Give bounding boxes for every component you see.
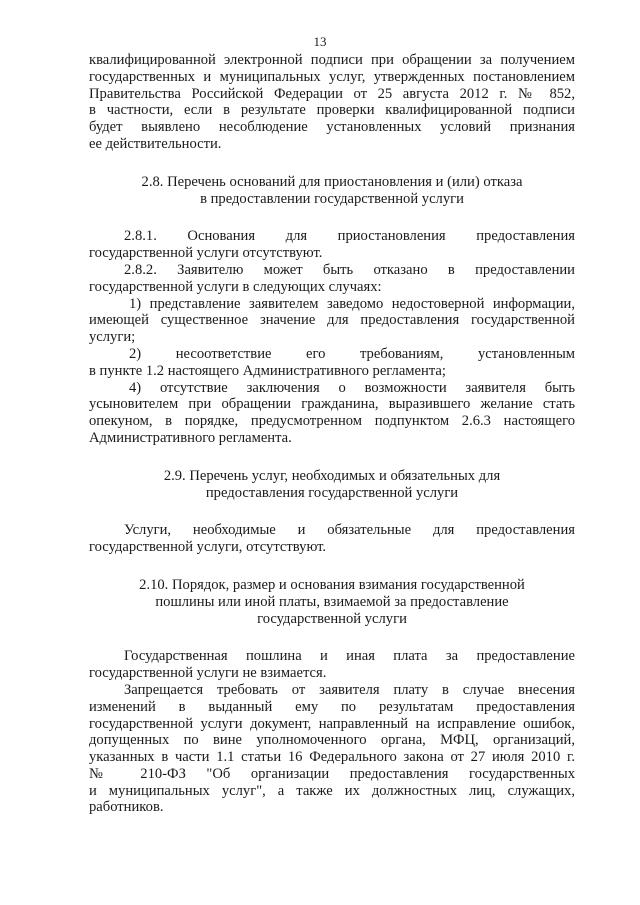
list-item-1: 1) представление заявителем заведомо недостоверной информации,: [129, 295, 575, 312]
text-line: в частности, если в результате проверки квалифицированной подписи: [89, 102, 575, 119]
paragraph-2-9: Услуги, необходимые и обязательные для предоставления: [124, 522, 575, 539]
text-line: Административного регламента.: [89, 429, 292, 446]
list-item-4: 4) отсутствие заключения о возможности заявителя быть: [129, 379, 575, 396]
text-line: будет выявлено несоблюдение установленных условий признания: [89, 119, 575, 136]
text-line: Правительства Российской Федерации от 25 августа 2012 г. № 852,: [89, 85, 575, 102]
document-body: [89, 52, 575, 816]
text-line: допущенных по вине уполномоченного органа, МФЦ, организаций,: [89, 732, 575, 749]
text-line: услуги;: [89, 329, 136, 346]
section-heading-line: предоставления государственной услуги: [205, 484, 459, 501]
text-line: имеющей существенное значение для предоставления государственной: [89, 312, 575, 329]
section-heading-line: 2.8. Перечень оснований для приостановления и (или) отказа: [141, 173, 523, 190]
text-line: и муниципальных услуг", а также их должностных лиц, служащих,: [89, 782, 575, 799]
text-line: квалифицированной электронной подписи при обращении за получением: [89, 52, 575, 68]
text-line: государственной услуги в следующих случаях:: [89, 278, 382, 295]
section-2-9-heading: [89, 468, 575, 502]
text-line: государственной услуги документ, направленный на исправление ошибок,: [89, 715, 575, 732]
section-heading-line: 2.9. Перечень услуг, необходимых и обязательных для: [163, 467, 501, 484]
text-line: изменений в выданный ему по результатам предоставления: [89, 698, 575, 715]
list-item-2: 2) несоответствие его требованиям, установленным: [129, 345, 575, 362]
page-number: 13: [313, 34, 327, 49]
paragraph-2-8-2: 2.8.2. Заявителю может быть отказано в предоставлении: [124, 261, 575, 278]
text-line: указанных в части 1.1 статьи 16 Федерального закона от 27 июля 2010 г.: [89, 749, 575, 766]
paragraph-2-10-1: Государственная пошлина и иная плата за предоставление: [124, 648, 575, 665]
section-2-8-heading: [89, 174, 575, 208]
text-line: государственной услуги, отсутствуют.: [89, 539, 327, 556]
text-line: ее действительности.: [89, 135, 222, 152]
text-line: № 210-ФЗ "Об организации предоставления государственных: [89, 765, 575, 782]
section-heading-line: пошлины или иной платы, взимаемой за предоставление: [155, 593, 509, 610]
paragraph-2-8-1: 2.8.1. Основания для приостановления предоставления: [124, 228, 575, 245]
section-heading-line: государственной услуги: [257, 610, 407, 627]
top-paragraph: [89, 52, 575, 153]
text-line: государственной услуги отсутствуют.: [89, 245, 323, 262]
paragraph-2-10-2: Запрещается требовать от заявителя плату в случае внесения: [124, 681, 575, 698]
section-heading-line: в предоставлении государственной услуги: [200, 190, 464, 207]
text-line: государственной услуги не взимается.: [89, 665, 327, 682]
text-line: работников.: [89, 799, 164, 816]
section-2-10-heading: [89, 577, 575, 627]
text-line: государственных и муниципальных услуг, утвержденных постановлением: [89, 68, 575, 85]
text-line: опекуном, в порядке, предусмотренном подпунктом 2.6.3 настоящего: [89, 413, 575, 430]
text-line: в пункте 1.2 настоящего Административного регламента;: [89, 362, 446, 379]
section-heading-line: 2.10. Порядок, размер и основания взимания государственной: [139, 576, 525, 593]
text-line: усыновителем при обращении гражданина, выразившего желание стать: [89, 396, 575, 413]
